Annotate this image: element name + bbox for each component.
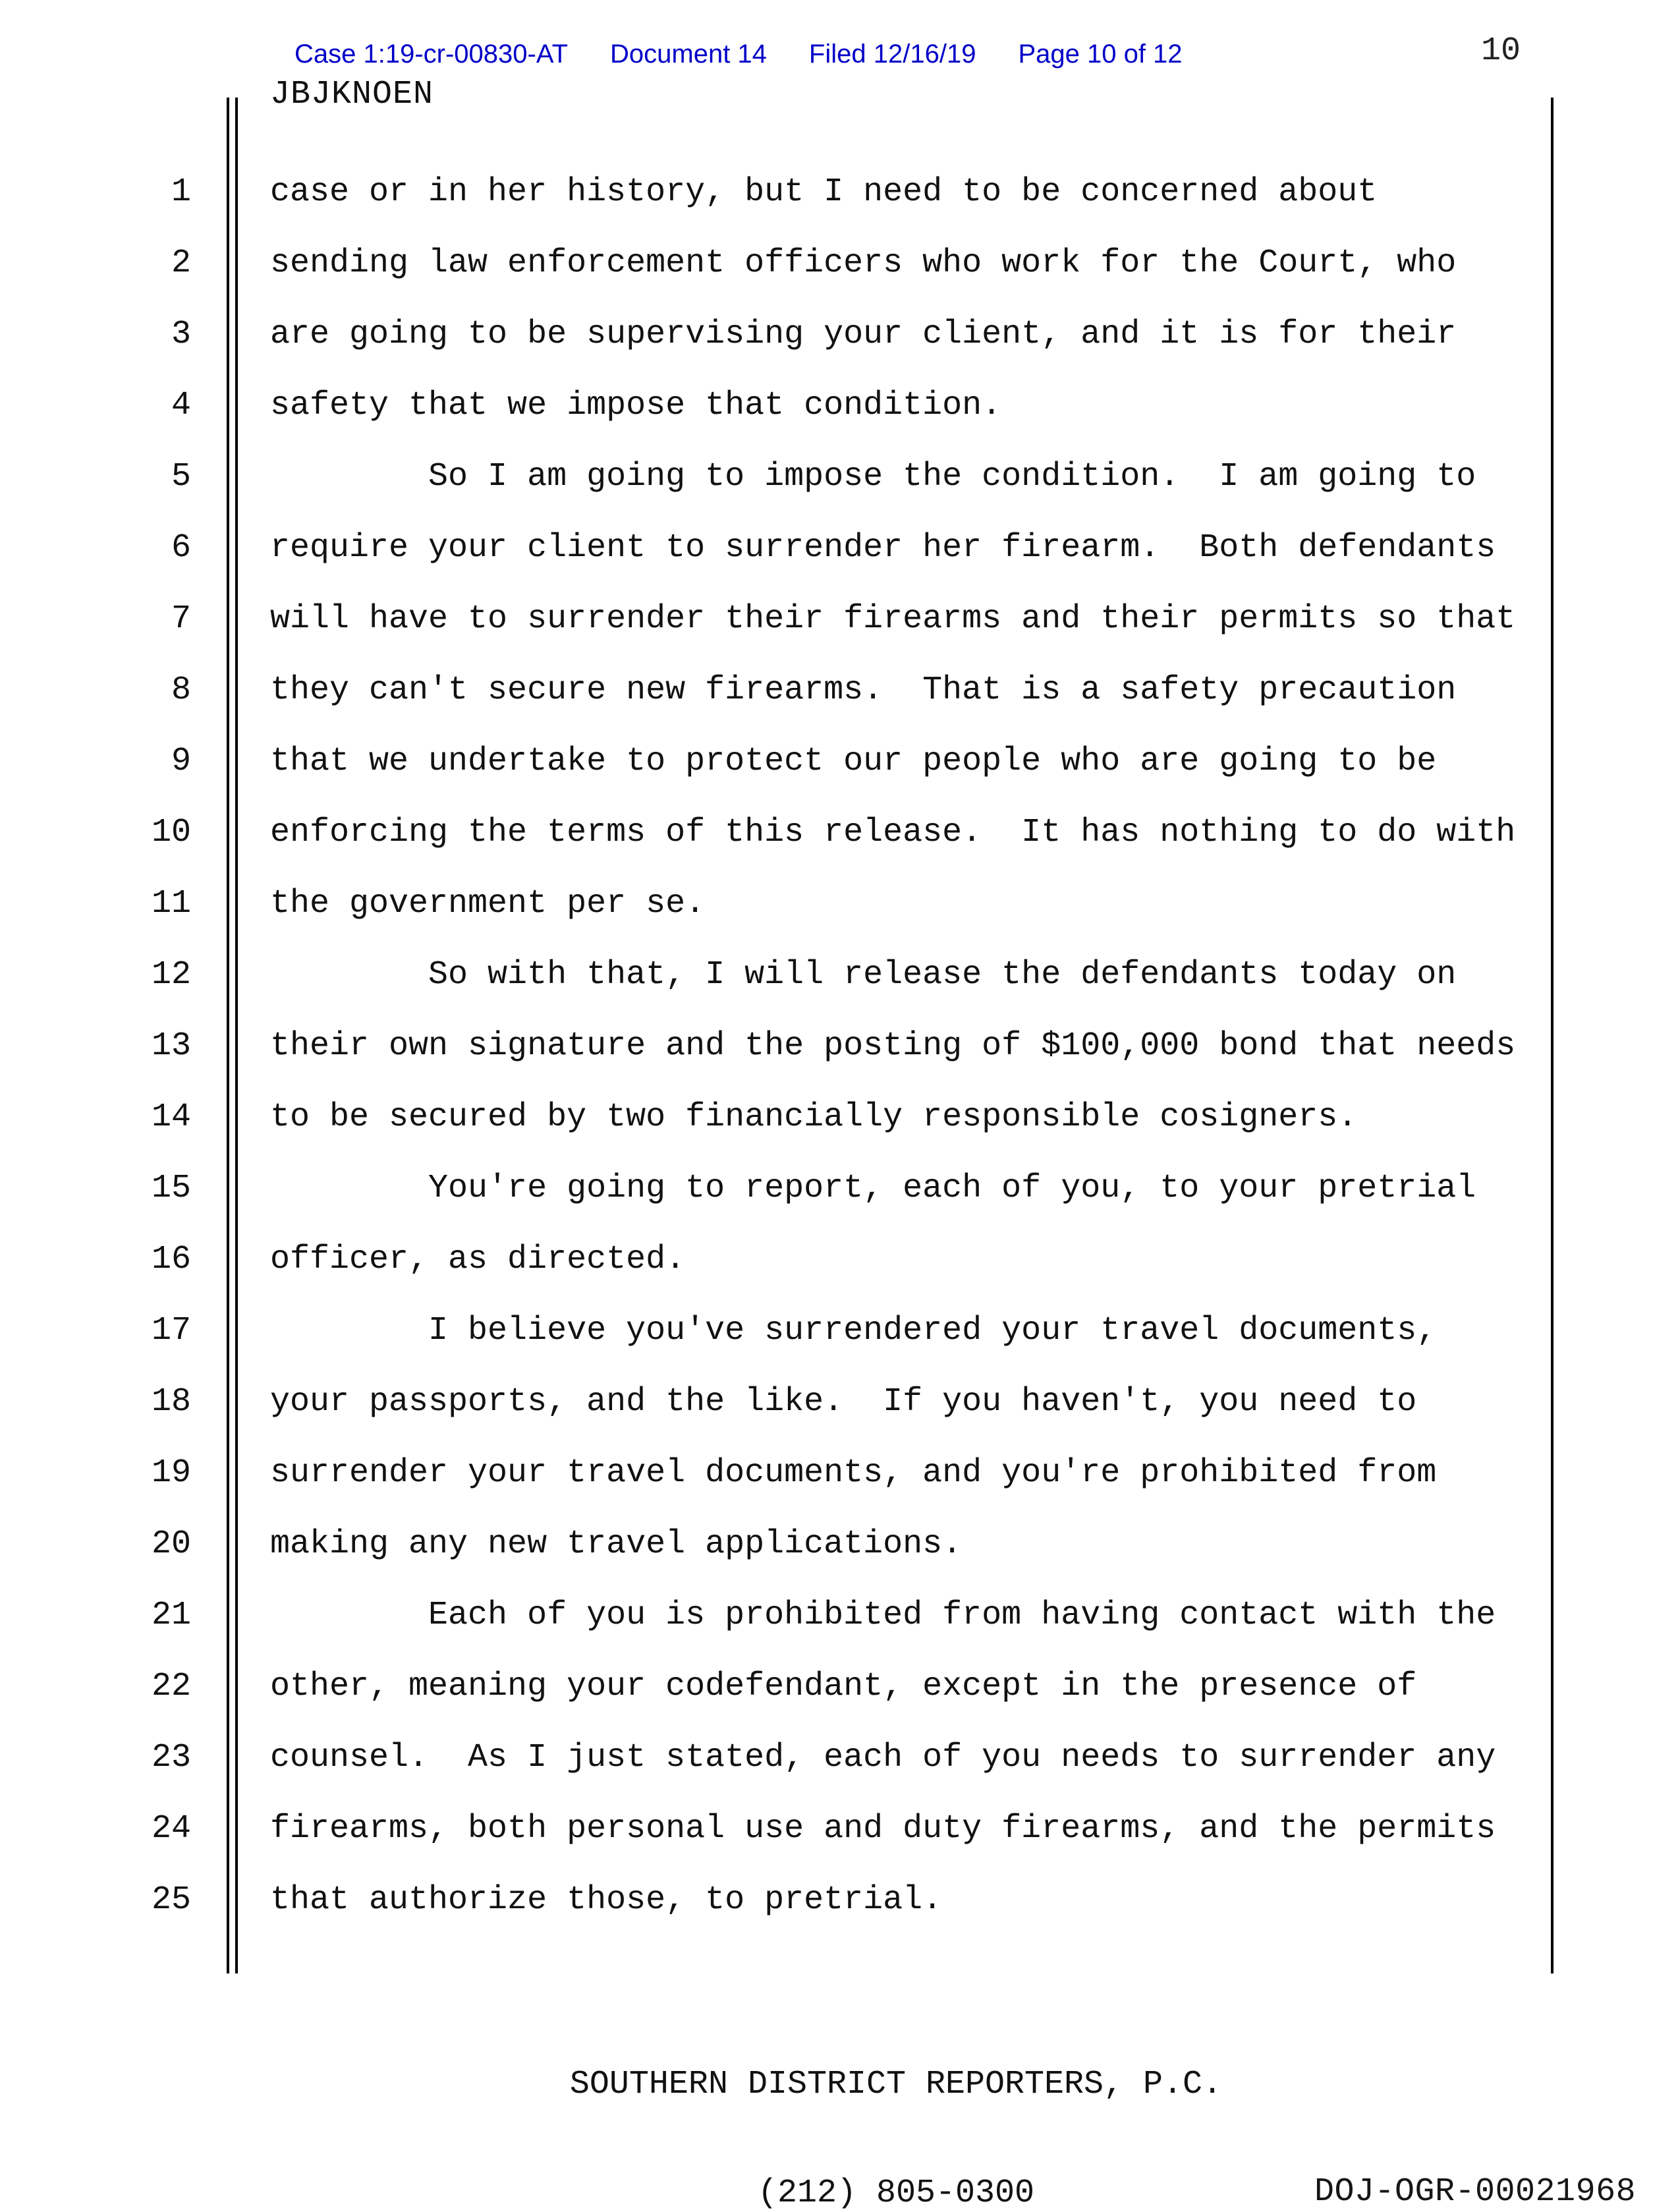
line-number: 11 (151, 885, 191, 922)
line-number: 8 (171, 671, 191, 709)
transcript-line-text: sending law enforcement officers who work for the Court, who (270, 244, 1457, 282)
header-filed-date: Filed 12/16/19 (808, 40, 976, 69)
transcript-line-text: will have to surrender their firearms and their permits so that (270, 600, 1516, 638)
transcript-line-text: case or in her history, but I need to be concerned about (270, 173, 1378, 211)
transcript-line-text: to be secured by two financially responsible cosigners. (270, 1098, 1358, 1136)
transcript-line-text: that authorize those, to pretrial. (270, 1881, 943, 1919)
line-number: 18 (151, 1383, 191, 1421)
transcript-line-text: are going to be supervising your client, and it is for their (270, 316, 1457, 353)
header-case-id: Case 1:19-cr-00830-AT (294, 40, 568, 69)
line-number: 23 (151, 1739, 191, 1776)
line-number: 25 (151, 1881, 191, 1919)
transcript-line-text: You're going to report, each of you, to your pretrial (270, 1170, 1476, 1207)
header-page-of: Page 10 of 12 (1018, 40, 1183, 69)
transcript-line-text: they can't secure new firearms. That is a safety precaution (270, 671, 1457, 709)
transcript-line-text: surrender your travel documents, and you're prohibited from (270, 1454, 1437, 1492)
transcript-line-text: your passports, and the like. If you haven't, you need to (270, 1383, 1417, 1421)
line-number: 19 (151, 1454, 191, 1492)
transcript-line-text: enforcing the terms of this release. It has nothing to do with (270, 814, 1516, 851)
pacer-header (294, 38, 1183, 70)
transcript-line-text: I believe you've surrendered your travel documents, (270, 1312, 1437, 1349)
line-number: 24 (151, 1810, 191, 1848)
line-number: 22 (151, 1668, 191, 1705)
reporter-name: SOUTHERN DISTRICT REPORTERS, P.C. (569, 2066, 1223, 2103)
transcript-line-text: Each of you is prohibited from having contact with the (270, 1597, 1496, 1634)
session-code: JBJKNOEN (270, 76, 434, 113)
line-number: 13 (151, 1027, 191, 1065)
line-number: 1 (171, 173, 191, 211)
line-number: 7 (171, 600, 191, 638)
header-document-number: Document 14 (610, 40, 767, 69)
transcript-line-text: officer, as directed. (270, 1241, 686, 1278)
line-number: 12 (151, 956, 191, 994)
transcript-line-text: So I am going to impose the condition. I am going to (270, 458, 1476, 496)
bates-stamp: DOJ-OGR-00021968 (1314, 2173, 1637, 2211)
transcript-line-text: their own signature and the posting of $100,000 bond that needs (270, 1027, 1516, 1065)
line-number: 20 (151, 1525, 191, 1563)
transcript-line-text: that we undertake to protect our people who are going to be (270, 743, 1437, 780)
line-number: 2 (171, 244, 191, 282)
right-rule (1551, 98, 1554, 1973)
line-number: 17 (151, 1312, 191, 1349)
reporter-phone: (212) 805-0300 (757, 2174, 1035, 2212)
left-double-rule-outer (227, 98, 229, 1973)
line-number: 3 (171, 316, 191, 353)
transcript-line-text: counsel. As I just stated, each of you needs to surrender any (270, 1739, 1496, 1776)
left-double-rule-inner (235, 98, 238, 1973)
transcript-line-text: making any new travel applications. (270, 1525, 963, 1563)
transcript-line-text: the government per se. (270, 885, 706, 922)
line-number: 14 (151, 1098, 191, 1136)
line-number: 4 (171, 387, 191, 424)
transcript-line-text: other, meaning your codefendant, except in the presence of (270, 1668, 1417, 1705)
transcript-page-number: 10 (1481, 32, 1521, 70)
transcript-line-text: So with that, I will release the defendants today on (270, 956, 1457, 994)
transcript-line-text: require your client to surrender her firearm. Both defendants (270, 529, 1496, 567)
line-number: 10 (151, 814, 191, 851)
line-number: 6 (171, 529, 191, 567)
transcript-line-text: firearms, both personal use and duty firearms, and the permits (270, 1810, 1496, 1848)
transcript-line-text: safety that we impose that condition. (270, 387, 1002, 424)
line-number: 15 (151, 1170, 191, 1207)
line-number: 9 (171, 743, 191, 780)
line-number: 16 (151, 1241, 191, 1278)
line-number: 21 (151, 1597, 191, 1634)
line-number: 5 (171, 458, 191, 496)
